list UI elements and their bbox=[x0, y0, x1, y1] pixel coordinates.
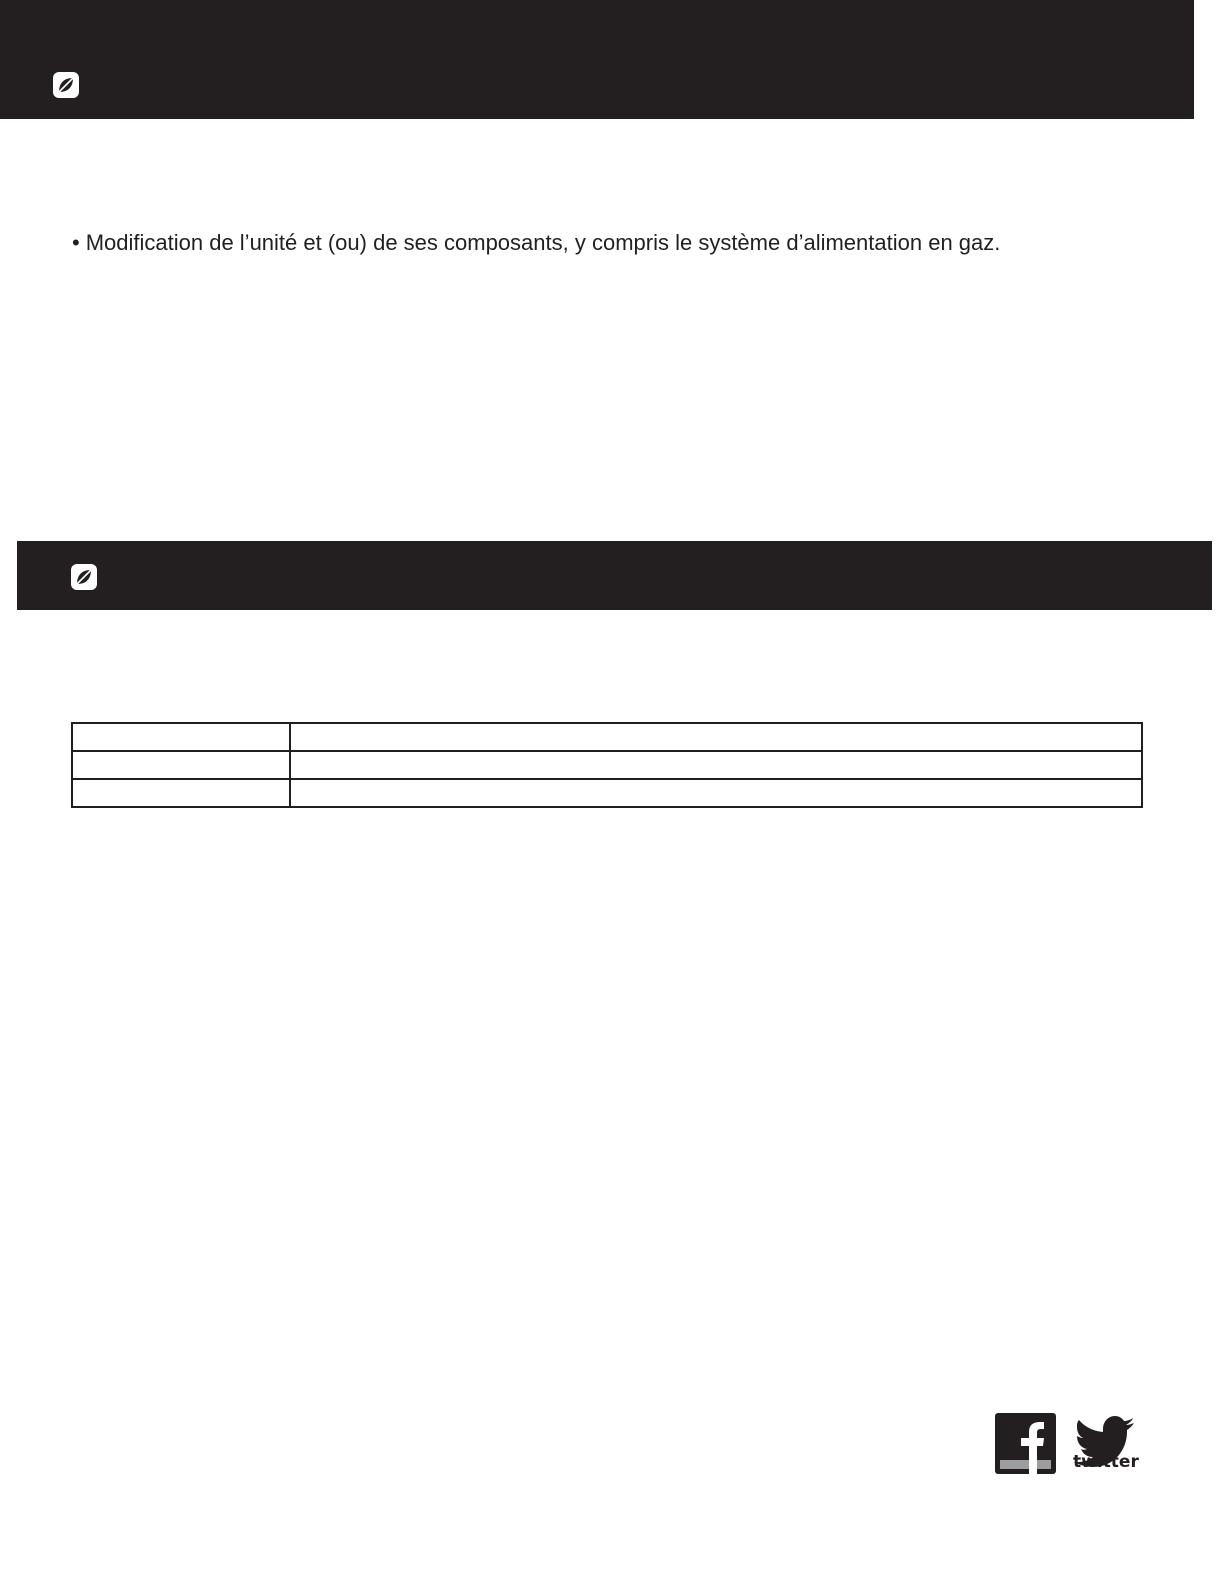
table-label-cell[interactable] bbox=[72, 751, 290, 779]
bullet-point: • bbox=[72, 230, 80, 255]
leaf-logo-icon bbox=[71, 564, 97, 590]
header-banner bbox=[0, 0, 1194, 119]
table-value-cell[interactable] bbox=[290, 779, 1142, 807]
table-value-cell[interactable] bbox=[290, 751, 1142, 779]
registration-table bbox=[71, 722, 1143, 808]
facebook-icon[interactable] bbox=[995, 1413, 1056, 1474]
exclusion-text: Modification de l’unité et (ou) de ses composants, y compris le système d’alimentation en gaz. bbox=[85, 230, 1001, 255]
table-value-cell[interactable] bbox=[290, 723, 1142, 751]
section-banner bbox=[17, 541, 1212, 610]
table-row bbox=[72, 779, 1142, 807]
leaf-logo-icon bbox=[53, 72, 79, 98]
table-row bbox=[72, 723, 1142, 751]
table-row bbox=[72, 751, 1142, 779]
social-links bbox=[995, 1412, 1145, 1476]
exclusion-list-item bbox=[72, 228, 1000, 258]
twitter-label: twitter bbox=[1073, 1452, 1139, 1472]
table-label-cell[interactable] bbox=[72, 723, 290, 751]
table-label-cell[interactable] bbox=[72, 779, 290, 807]
twitter-icon[interactable] bbox=[1071, 1412, 1143, 1476]
